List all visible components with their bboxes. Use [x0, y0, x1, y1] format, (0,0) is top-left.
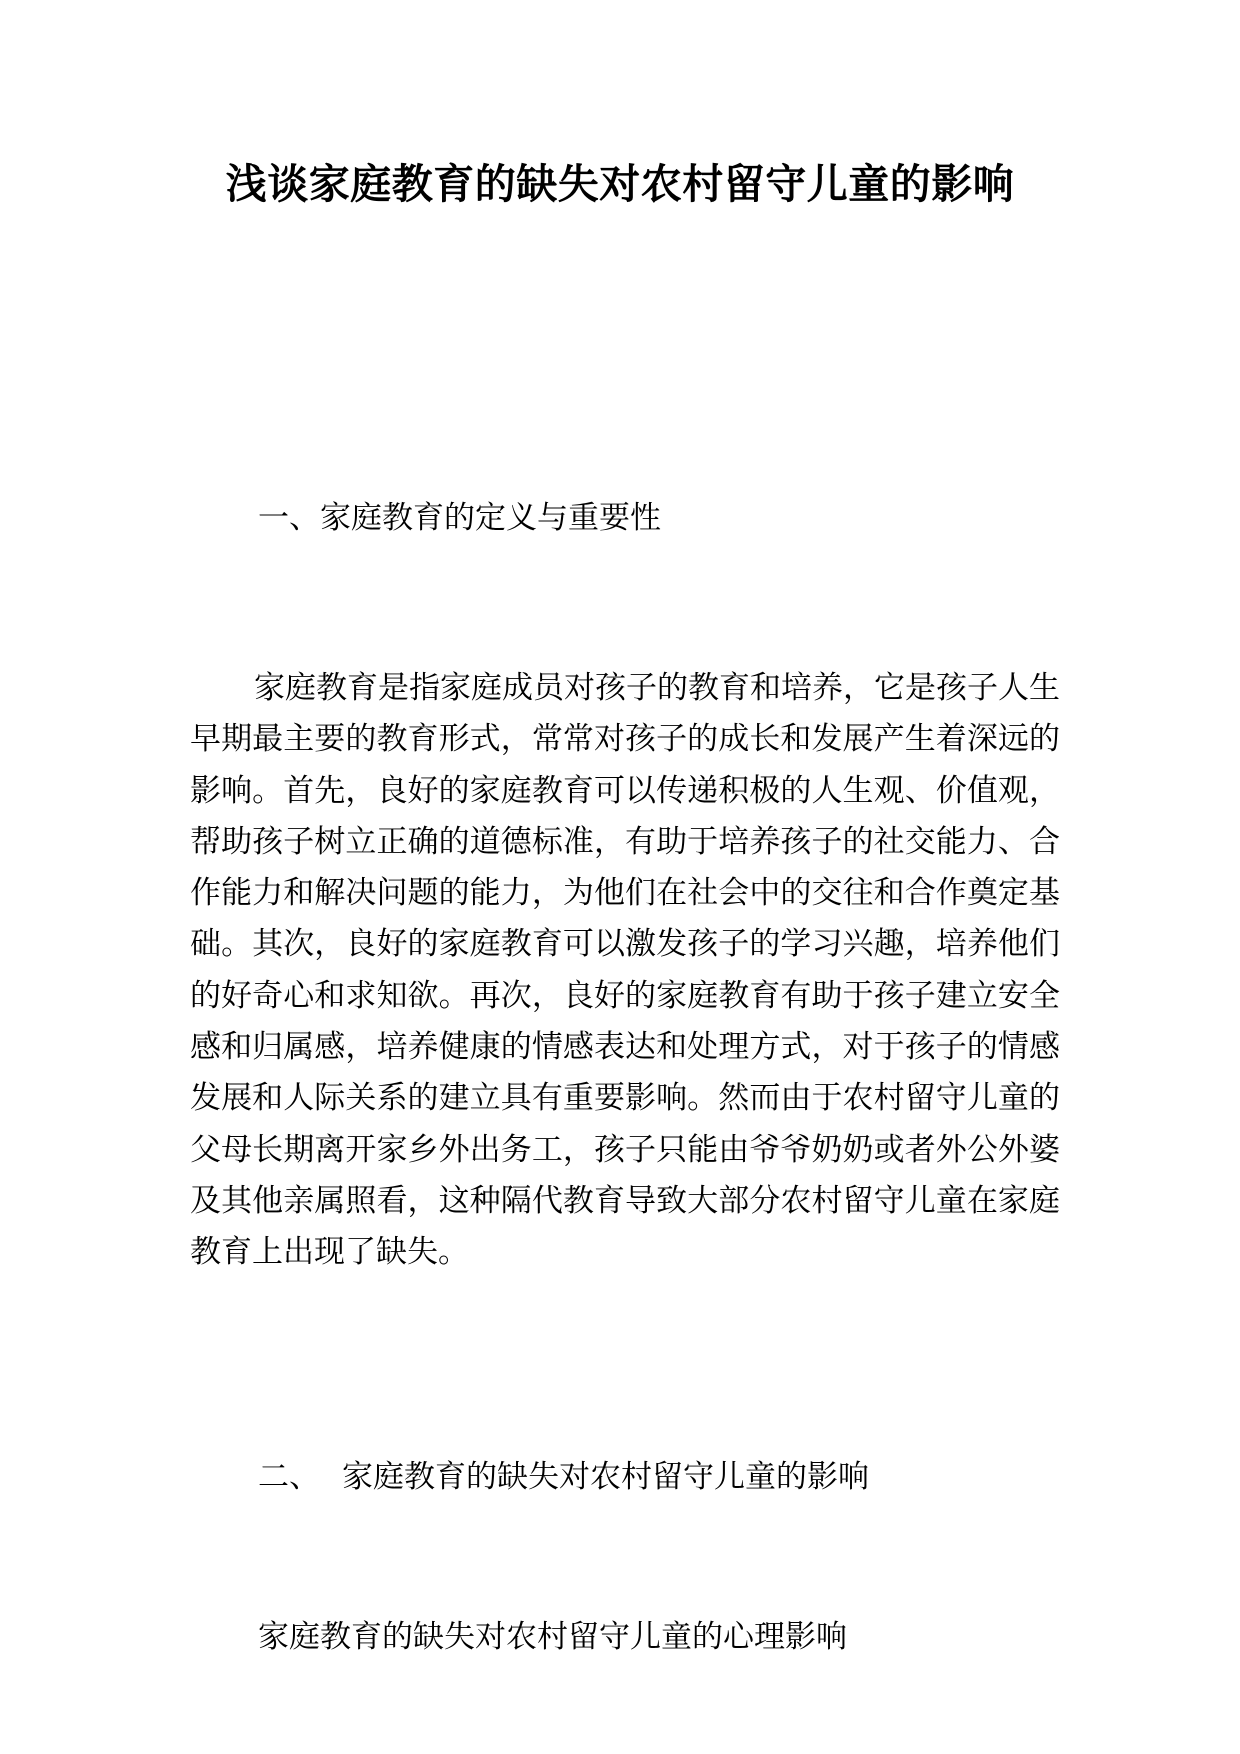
section-2-number: 二、 — [258, 1459, 320, 1495]
section-1-paragraph: 家庭教育是指家庭成员对孩子的教育和培养，它是孩子人生早期最主要的教育形式，常常对孩子的成长和发展产生着深远的影响。首先，良好的家庭教育可以传递积极的人生观、价值观，帮助孩子树立正确的道德标准，有助于培养孩子的社交能力、合作能力和解决问题的能力，为他们在社会中的交往和合作奠定基础。其次，良好的家庭教育可以激发孩子的学习兴趣，培养他们的好奇心和求知欲。再次，良好的家庭教育有助于孩子建立安全感和归属感，培养健康的情感表达和处理方式，对于孩子的情感发展和人际关系的建立具有重要影响。然而由于农村留守儿童的父母长期离开家乡外出务工，孩子只能由爷爷奶奶或者外公外婆及其他亲属照看，这种隔代教育导致大部分农村留守儿童在家庭教育上出现了缺失。 — [190, 670, 1060, 1271]
section-2-heading — [258, 1457, 869, 1497]
section-2-subheading: 家庭教育的缺失对农村留守儿童的心理影响 — [258, 1619, 847, 1655]
section-1-heading: 一、家庭教育的定义与重要性 — [258, 500, 661, 536]
document-title: 浅谈家庭教育的缺失对农村留守儿童的影响 — [225, 160, 1015, 208]
section-2-heading-text: 家庭教育的缺失对农村留守儿童的影响 — [342, 1459, 869, 1495]
